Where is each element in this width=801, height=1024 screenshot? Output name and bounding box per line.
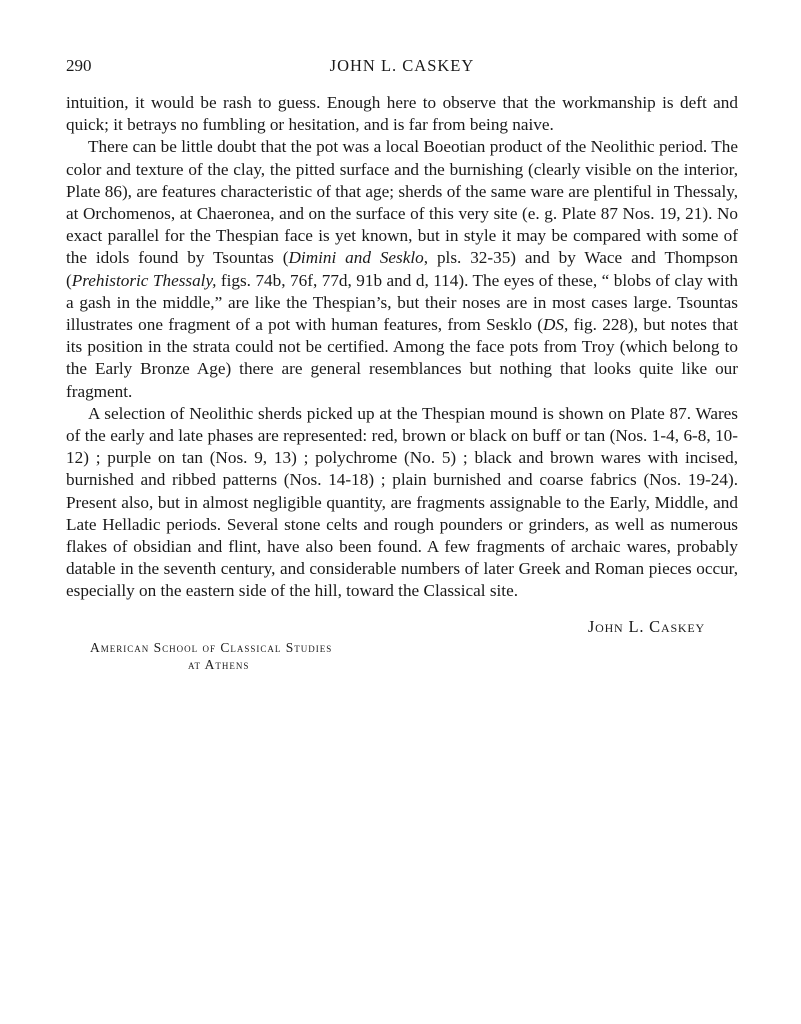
paragraph-3 <box>66 403 738 603</box>
article-body <box>66 92 738 603</box>
affiliation-line-1: American School of Classical Studies <box>90 639 333 655</box>
author-signature: John L. Caskey <box>587 616 705 636</box>
text-run: figs. 74b, 76f, 77d, 91b and d, 114). The eyes of these, “ blobs of clay with a gash in the middle,” are like the Thespian’s, but their noses are in most cases large. Tsountas illustrates one fragment of a pot with human features, from Sesklo ( <box>66 270 738 335</box>
text-run: There can be little doubt that the pot was a local Boeotian product of the Neolithic period. The color and texture of the clay, the pitted surface and the burnishing (clearly visible on the interior, Plate 86), are features characteristic of that age; sherds of the same ware are plentiful in Thessaly, at Orchomenos, at Chaeronea, and on the surface of this very site (e. g. Plate 87 Nos. 19, 21). No exact parallel for the Thespian face is yet known, but in style it may be compared with some of the idols found by Tsountas ( <box>66 137 738 268</box>
text-run: intuition, it would be rash to guess. Enough here to observe that the workmanship is deft and quick; it betrays no fumbling or hesitation, and is far from being naive. <box>66 93 738 135</box>
running-head <box>66 56 738 80</box>
text-run: , pls. 32-35) and by Wace and Thompson ( <box>66 248 738 290</box>
italic-citation: Prehistoric Thessaly, <box>71 270 217 290</box>
running-title: JOHN L. CASKEY <box>329 56 475 75</box>
italic-citation: Dimini and Sesklo <box>288 248 424 268</box>
paragraph-1 <box>66 92 738 136</box>
affiliation-line-2: at Athens <box>188 656 250 672</box>
text-run: , fig. 228), but notes that its position in the strata could not be certified. Among the face pots from Troy (which belong to the Early Bronze Age) there are general resemblances but nothing that looks quite like our fragment. <box>66 315 738 401</box>
page-number: 290 <box>66 56 92 75</box>
italic-citation: DS <box>542 315 564 335</box>
paragraph-2 <box>66 136 738 402</box>
author-affiliation <box>66 639 738 673</box>
text-run: A selection of Neolithic sherds picked up at the Thespian mound is shown on Plate 87. Wares of the early and late phases are represented: red, brown or black on buff or tan (Nos. 1-4, 6-8, 10-12) ; purple on tan (Nos. 9, 13) ; polychrome (No. 5) ; black and brown wares with incised, burnished and ribbed patterns (Nos. 14-18) ; plain burnished and coarse fabrics (Nos. 19-24). Present also, but in almost negligible quantity, are fragments assignable to the Early, Middle, and Late Helladic periods. Several stone celts and rough pounders or grinders, as well as numerous flakes of obsidian and flint, have also been found. A few fragments of archaic wares, probably datable in the seventh century, and considerable numbers of later Greek and Roman pieces occur, especially on the eastern side of the hill, toward the Classical site. <box>66 403 738 601</box>
page <box>66 56 738 673</box>
